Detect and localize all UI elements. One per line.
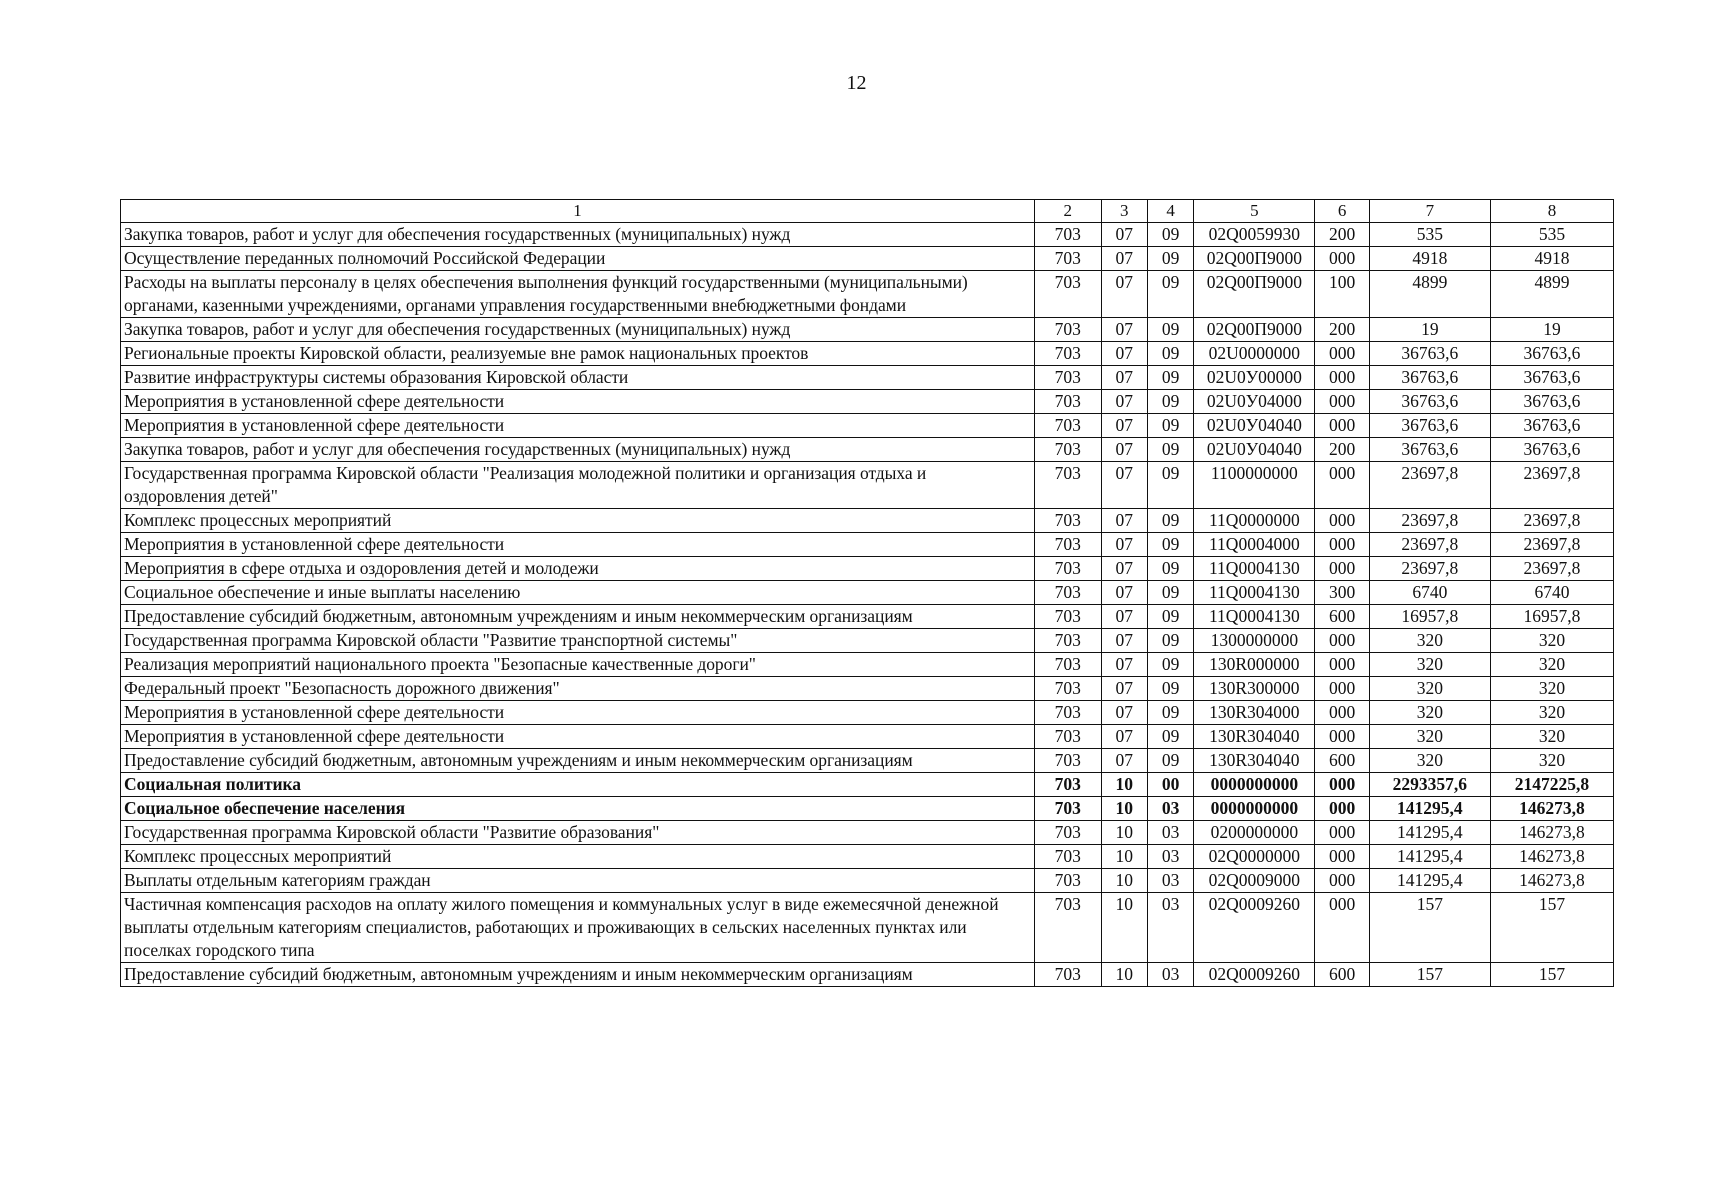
header-cell-8: 8 bbox=[1490, 200, 1613, 223]
row-cell-3: 07 bbox=[1101, 533, 1147, 557]
row-cell-2: 703 bbox=[1034, 509, 1101, 533]
row-cell-6: 000 bbox=[1315, 509, 1369, 533]
row-cell-3: 07 bbox=[1101, 223, 1147, 247]
row-cell-4: 03 bbox=[1147, 869, 1193, 893]
row-cell-5: 0200000000 bbox=[1194, 821, 1315, 845]
row-cell-2: 703 bbox=[1034, 773, 1101, 797]
row-cell-4: 09 bbox=[1147, 509, 1193, 533]
row-cell-8: 146273,8 bbox=[1490, 821, 1613, 845]
row-cell-6: 000 bbox=[1315, 845, 1369, 869]
row-cell-3: 10 bbox=[1101, 893, 1147, 963]
row-cell-6: 600 bbox=[1315, 749, 1369, 773]
row-cell-5: 02Q00П9000 bbox=[1194, 318, 1315, 342]
table-row bbox=[121, 773, 1614, 797]
row-cell-4: 03 bbox=[1147, 797, 1193, 821]
row-cell-3: 07 bbox=[1101, 629, 1147, 653]
row-name-cell: Закупка товаров, работ и услуг для обеспечения государственных (муниципальных) нужд bbox=[121, 318, 1035, 342]
row-cell-5: 0000000000 bbox=[1194, 797, 1315, 821]
row-name-cell: Осуществление переданных полномочий Российской Федерации bbox=[121, 247, 1035, 271]
row-cell-8: 36763,6 bbox=[1490, 414, 1613, 438]
row-cell-8: 146273,8 bbox=[1490, 869, 1613, 893]
row-cell-7: 19 bbox=[1369, 318, 1490, 342]
row-cell-5: 02Q0000000 bbox=[1194, 845, 1315, 869]
row-cell-7: 36763,6 bbox=[1369, 414, 1490, 438]
row-cell-3: 07 bbox=[1101, 557, 1147, 581]
row-cell-2: 703 bbox=[1034, 653, 1101, 677]
row-cell-6: 100 bbox=[1315, 271, 1369, 318]
row-cell-5: 02Q00П9000 bbox=[1194, 271, 1315, 318]
row-cell-2: 703 bbox=[1034, 845, 1101, 869]
header-row bbox=[121, 200, 1614, 223]
row-cell-7: 320 bbox=[1369, 725, 1490, 749]
row-cell-6: 200 bbox=[1315, 438, 1369, 462]
row-cell-2: 703 bbox=[1034, 797, 1101, 821]
row-name-cell: Расходы на выплаты персоналу в целях обеспечения выполнения функций государственными (муниципальными) органами, казенными учреждениями, органами управления государственными внебюджетными фондами bbox=[121, 271, 1035, 318]
row-cell-4: 09 bbox=[1147, 629, 1193, 653]
row-cell-6: 000 bbox=[1315, 247, 1369, 271]
table-row bbox=[121, 821, 1614, 845]
row-cell-3: 07 bbox=[1101, 749, 1147, 773]
table-row bbox=[121, 653, 1614, 677]
row-name-cell: Закупка товаров, работ и услуг для обеспечения государственных (муниципальных) нужд bbox=[121, 438, 1035, 462]
row-cell-7: 320 bbox=[1369, 749, 1490, 773]
row-cell-6: 000 bbox=[1315, 629, 1369, 653]
row-name-cell: Комплекс процессных мероприятий bbox=[121, 509, 1035, 533]
row-cell-3: 07 bbox=[1101, 462, 1147, 509]
row-cell-6: 000 bbox=[1315, 701, 1369, 725]
row-name-cell: Мероприятия в установленной сфере деятельности bbox=[121, 701, 1035, 725]
table-row bbox=[121, 629, 1614, 653]
row-cell-5: 11Q0004130 bbox=[1194, 605, 1315, 629]
row-cell-5: 02U0У04040 bbox=[1194, 438, 1315, 462]
row-cell-2: 703 bbox=[1034, 677, 1101, 701]
row-cell-3: 10 bbox=[1101, 845, 1147, 869]
row-name-cell: Социальная политика bbox=[121, 773, 1035, 797]
row-name-cell: Реализация мероприятий национального проекта "Безопасные качественные дороги" bbox=[121, 653, 1035, 677]
row-cell-4: 09 bbox=[1147, 247, 1193, 271]
row-cell-2: 703 bbox=[1034, 366, 1101, 390]
row-cell-3: 10 bbox=[1101, 869, 1147, 893]
row-cell-4: 09 bbox=[1147, 438, 1193, 462]
row-cell-3: 07 bbox=[1101, 653, 1147, 677]
row-name-cell: Мероприятия в установленной сфере деятельности bbox=[121, 533, 1035, 557]
row-cell-8: 320 bbox=[1490, 653, 1613, 677]
row-cell-6: 000 bbox=[1315, 533, 1369, 557]
row-cell-8: 146273,8 bbox=[1490, 845, 1613, 869]
row-cell-8: 320 bbox=[1490, 749, 1613, 773]
row-cell-8: 6740 bbox=[1490, 581, 1613, 605]
table-row bbox=[121, 247, 1614, 271]
row-cell-8: 2147225,8 bbox=[1490, 773, 1613, 797]
row-cell-6: 000 bbox=[1315, 677, 1369, 701]
row-cell-8: 146273,8 bbox=[1490, 797, 1613, 821]
row-cell-6: 000 bbox=[1315, 414, 1369, 438]
row-name-cell: Государственная программа Кировской области "Реализация молодежной политики и организация отдыха и оздоровления детей" bbox=[121, 462, 1035, 509]
row-cell-3: 07 bbox=[1101, 366, 1147, 390]
row-name-cell: Предоставление субсидий бюджетным, автономным учреждениям и иным некоммерческим организациям bbox=[121, 605, 1035, 629]
row-cell-4: 09 bbox=[1147, 462, 1193, 509]
row-cell-3: 10 bbox=[1101, 797, 1147, 821]
row-cell-6: 000 bbox=[1315, 390, 1369, 414]
row-cell-3: 07 bbox=[1101, 390, 1147, 414]
row-cell-7: 36763,6 bbox=[1369, 342, 1490, 366]
row-cell-4: 09 bbox=[1147, 749, 1193, 773]
row-cell-8: 36763,6 bbox=[1490, 366, 1613, 390]
row-cell-6: 000 bbox=[1315, 797, 1369, 821]
row-cell-7: 320 bbox=[1369, 653, 1490, 677]
row-cell-6: 000 bbox=[1315, 725, 1369, 749]
row-cell-4: 00 bbox=[1147, 773, 1193, 797]
row-cell-4: 03 bbox=[1147, 893, 1193, 963]
row-name-cell: Мероприятия в сфере отдыха и оздоровления детей и молодежи bbox=[121, 557, 1035, 581]
row-cell-5: 02Q0009000 bbox=[1194, 869, 1315, 893]
row-cell-8: 23697,8 bbox=[1490, 533, 1613, 557]
row-cell-6: 000 bbox=[1315, 653, 1369, 677]
row-cell-5: 11Q0004000 bbox=[1194, 533, 1315, 557]
row-cell-5: 02U0У00000 bbox=[1194, 366, 1315, 390]
table-row bbox=[121, 533, 1614, 557]
row-cell-4: 09 bbox=[1147, 366, 1193, 390]
header-cell-7: 7 bbox=[1369, 200, 1490, 223]
table-row bbox=[121, 701, 1614, 725]
row-cell-8: 4918 bbox=[1490, 247, 1613, 271]
row-cell-5: 130R304040 bbox=[1194, 725, 1315, 749]
table-row bbox=[121, 366, 1614, 390]
row-cell-4: 09 bbox=[1147, 677, 1193, 701]
row-cell-6: 000 bbox=[1315, 342, 1369, 366]
row-cell-8: 16957,8 bbox=[1490, 605, 1613, 629]
table-row bbox=[121, 605, 1614, 629]
row-cell-3: 07 bbox=[1101, 605, 1147, 629]
row-cell-5: 02U0000000 bbox=[1194, 342, 1315, 366]
row-cell-3: 07 bbox=[1101, 247, 1147, 271]
budget-table bbox=[120, 199, 1614, 987]
row-cell-5: 02Q0009260 bbox=[1194, 893, 1315, 963]
row-cell-4: 03 bbox=[1147, 963, 1193, 987]
row-cell-7: 23697,8 bbox=[1369, 557, 1490, 581]
row-cell-5: 02Q0009260 bbox=[1194, 963, 1315, 987]
row-cell-7: 157 bbox=[1369, 963, 1490, 987]
row-cell-3: 07 bbox=[1101, 342, 1147, 366]
row-cell-2: 703 bbox=[1034, 893, 1101, 963]
row-cell-5: 130R300000 bbox=[1194, 677, 1315, 701]
row-cell-4: 09 bbox=[1147, 701, 1193, 725]
row-cell-7: 320 bbox=[1369, 629, 1490, 653]
row-name-cell: Государственная программа Кировской области "Развитие транспортной системы" bbox=[121, 629, 1035, 653]
row-cell-8: 36763,6 bbox=[1490, 438, 1613, 462]
row-cell-8: 23697,8 bbox=[1490, 509, 1613, 533]
row-cell-2: 703 bbox=[1034, 318, 1101, 342]
table-row bbox=[121, 677, 1614, 701]
row-cell-2: 703 bbox=[1034, 271, 1101, 318]
row-name-cell: Мероприятия в установленной сфере деятельности bbox=[121, 414, 1035, 438]
row-cell-5: 11Q0000000 bbox=[1194, 509, 1315, 533]
row-cell-2: 703 bbox=[1034, 869, 1101, 893]
row-cell-4: 03 bbox=[1147, 821, 1193, 845]
row-cell-5: 02U0У04040 bbox=[1194, 414, 1315, 438]
row-cell-2: 703 bbox=[1034, 725, 1101, 749]
row-cell-5: 130R304040 bbox=[1194, 749, 1315, 773]
row-cell-5: 11Q0004130 bbox=[1194, 581, 1315, 605]
row-cell-2: 703 bbox=[1034, 581, 1101, 605]
row-cell-7: 36763,6 bbox=[1369, 438, 1490, 462]
row-cell-4: 09 bbox=[1147, 653, 1193, 677]
header-cell-2: 2 bbox=[1034, 200, 1101, 223]
table-row bbox=[121, 438, 1614, 462]
row-name-cell: Выплаты отдельным категориям граждан bbox=[121, 869, 1035, 893]
row-cell-5: 1100000000 bbox=[1194, 462, 1315, 509]
row-cell-7: 141295,4 bbox=[1369, 821, 1490, 845]
header-cell-5: 5 bbox=[1194, 200, 1315, 223]
row-cell-5: 11Q0004130 bbox=[1194, 557, 1315, 581]
row-cell-4: 09 bbox=[1147, 533, 1193, 557]
row-cell-2: 703 bbox=[1034, 629, 1101, 653]
row-cell-7: 23697,8 bbox=[1369, 462, 1490, 509]
row-cell-6: 000 bbox=[1315, 773, 1369, 797]
row-cell-8: 23697,8 bbox=[1490, 557, 1613, 581]
row-name-cell: Частичная компенсация расходов на оплату жилого помещения и коммунальных услуг в виде ежемесячной денежной выплаты отдельным категориям специалистов, работающих и проживающих в сельских населенных пунктах или поселках городского типа bbox=[121, 893, 1035, 963]
row-name-cell: Социальное обеспечение и иные выплаты населению bbox=[121, 581, 1035, 605]
row-cell-2: 703 bbox=[1034, 247, 1101, 271]
row-cell-4: 09 bbox=[1147, 605, 1193, 629]
row-cell-7: 320 bbox=[1369, 677, 1490, 701]
row-cell-3: 10 bbox=[1101, 963, 1147, 987]
page-number: 12 bbox=[846, 72, 867, 94]
row-cell-2: 703 bbox=[1034, 462, 1101, 509]
table-body bbox=[121, 223, 1614, 987]
row-cell-8: 157 bbox=[1490, 963, 1613, 987]
header-cell-3: 3 bbox=[1101, 200, 1147, 223]
row-cell-3: 07 bbox=[1101, 677, 1147, 701]
row-cell-8: 36763,6 bbox=[1490, 390, 1613, 414]
row-cell-8: 4899 bbox=[1490, 271, 1613, 318]
row-cell-3: 07 bbox=[1101, 414, 1147, 438]
row-cell-7: 4918 bbox=[1369, 247, 1490, 271]
row-cell-2: 703 bbox=[1034, 749, 1101, 773]
row-cell-2: 703 bbox=[1034, 414, 1101, 438]
row-cell-8: 320 bbox=[1490, 677, 1613, 701]
row-name-cell: Региональные проекты Кировской области, реализуемые вне рамок национальных проектов bbox=[121, 342, 1035, 366]
row-cell-2: 703 bbox=[1034, 390, 1101, 414]
row-cell-3: 10 bbox=[1101, 773, 1147, 797]
row-name-cell: Федеральный проект "Безопасность дорожного движения" bbox=[121, 677, 1035, 701]
header-cell-6: 6 bbox=[1315, 200, 1369, 223]
row-cell-3: 07 bbox=[1101, 509, 1147, 533]
row-cell-4: 09 bbox=[1147, 390, 1193, 414]
row-name-cell: Предоставление субсидий бюджетным, автономным учреждениям и иным некоммерческим организациям bbox=[121, 749, 1035, 773]
table-row bbox=[121, 390, 1614, 414]
row-cell-2: 703 bbox=[1034, 223, 1101, 247]
row-cell-3: 07 bbox=[1101, 438, 1147, 462]
row-cell-2: 703 bbox=[1034, 821, 1101, 845]
row-cell-5: 1300000000 bbox=[1194, 629, 1315, 653]
row-cell-4: 09 bbox=[1147, 223, 1193, 247]
row-cell-8: 320 bbox=[1490, 701, 1613, 725]
table-row bbox=[121, 223, 1614, 247]
row-cell-5: 02Q00П9000 bbox=[1194, 247, 1315, 271]
table-row bbox=[121, 893, 1614, 963]
header-cell-4: 4 bbox=[1147, 200, 1193, 223]
row-cell-7: 157 bbox=[1369, 893, 1490, 963]
row-name-cell: Мероприятия в установленной сфере деятельности bbox=[121, 390, 1035, 414]
table-row bbox=[121, 797, 1614, 821]
row-cell-7: 23697,8 bbox=[1369, 509, 1490, 533]
row-cell-4: 09 bbox=[1147, 557, 1193, 581]
row-cell-7: 16957,8 bbox=[1369, 605, 1490, 629]
row-name-cell: Комплекс процессных мероприятий bbox=[121, 845, 1035, 869]
table-row bbox=[121, 509, 1614, 533]
row-cell-6: 300 bbox=[1315, 581, 1369, 605]
row-cell-4: 09 bbox=[1147, 342, 1193, 366]
row-cell-6: 000 bbox=[1315, 557, 1369, 581]
row-cell-7: 141295,4 bbox=[1369, 869, 1490, 893]
row-cell-6: 000 bbox=[1315, 462, 1369, 509]
row-cell-8: 36763,6 bbox=[1490, 342, 1613, 366]
row-cell-8: 535 bbox=[1490, 223, 1613, 247]
row-cell-6: 600 bbox=[1315, 963, 1369, 987]
row-name-cell: Предоставление субсидий бюджетным, автономным учреждениям и иным некоммерческим организациям bbox=[121, 963, 1035, 987]
table-row bbox=[121, 462, 1614, 509]
row-cell-8: 320 bbox=[1490, 725, 1613, 749]
row-cell-7: 320 bbox=[1369, 701, 1490, 725]
row-cell-5: 130R304000 bbox=[1194, 701, 1315, 725]
header-cell-1: 1 bbox=[121, 200, 1035, 223]
table-row bbox=[121, 725, 1614, 749]
row-cell-5: 02Q0059930 bbox=[1194, 223, 1315, 247]
row-cell-8: 23697,8 bbox=[1490, 462, 1613, 509]
row-cell-2: 703 bbox=[1034, 557, 1101, 581]
row-name-cell: Закупка товаров, работ и услуг для обеспечения государственных (муниципальных) нужд bbox=[121, 223, 1035, 247]
row-cell-6: 000 bbox=[1315, 869, 1369, 893]
row-cell-2: 703 bbox=[1034, 701, 1101, 725]
row-cell-7: 141295,4 bbox=[1369, 797, 1490, 821]
row-cell-6: 000 bbox=[1315, 366, 1369, 390]
row-cell-3: 07 bbox=[1101, 271, 1147, 318]
row-cell-6: 200 bbox=[1315, 223, 1369, 247]
row-cell-2: 703 bbox=[1034, 605, 1101, 629]
row-cell-4: 09 bbox=[1147, 414, 1193, 438]
row-cell-4: 09 bbox=[1147, 581, 1193, 605]
row-cell-7: 2293357,6 bbox=[1369, 773, 1490, 797]
table-row bbox=[121, 318, 1614, 342]
table-row bbox=[121, 845, 1614, 869]
row-cell-7: 36763,6 bbox=[1369, 390, 1490, 414]
row-cell-6: 200 bbox=[1315, 318, 1369, 342]
row-cell-7: 4899 bbox=[1369, 271, 1490, 318]
row-cell-5: 02U0У04000 bbox=[1194, 390, 1315, 414]
table-row bbox=[121, 581, 1614, 605]
table-row bbox=[121, 869, 1614, 893]
row-cell-8: 320 bbox=[1490, 629, 1613, 653]
table-row bbox=[121, 271, 1614, 318]
row-cell-2: 703 bbox=[1034, 438, 1101, 462]
row-cell-2: 703 bbox=[1034, 342, 1101, 366]
row-cell-3: 07 bbox=[1101, 725, 1147, 749]
row-name-cell: Государственная программа Кировской области "Развитие образования" bbox=[121, 821, 1035, 845]
table-row bbox=[121, 963, 1614, 987]
row-cell-3: 07 bbox=[1101, 701, 1147, 725]
row-cell-5: 0000000000 bbox=[1194, 773, 1315, 797]
row-name-cell: Социальное обеспечение населения bbox=[121, 797, 1035, 821]
row-cell-3: 07 bbox=[1101, 318, 1147, 342]
row-cell-7: 36763,6 bbox=[1369, 366, 1490, 390]
row-cell-7: 23697,8 bbox=[1369, 533, 1490, 557]
row-cell-4: 09 bbox=[1147, 725, 1193, 749]
row-cell-6: 000 bbox=[1315, 893, 1369, 963]
row-cell-2: 703 bbox=[1034, 963, 1101, 987]
row-cell-7: 6740 bbox=[1369, 581, 1490, 605]
row-cell-6: 600 bbox=[1315, 605, 1369, 629]
row-cell-7: 535 bbox=[1369, 223, 1490, 247]
row-cell-4: 09 bbox=[1147, 271, 1193, 318]
row-name-cell: Развитие инфраструктуры системы образования Кировской области bbox=[121, 366, 1035, 390]
row-cell-8: 157 bbox=[1490, 893, 1613, 963]
row-cell-8: 19 bbox=[1490, 318, 1613, 342]
row-cell-6: 000 bbox=[1315, 821, 1369, 845]
row-cell-4: 03 bbox=[1147, 845, 1193, 869]
table-row bbox=[121, 557, 1614, 581]
table-row bbox=[121, 749, 1614, 773]
row-cell-3: 07 bbox=[1101, 581, 1147, 605]
row-name-cell: Мероприятия в установленной сфере деятельности bbox=[121, 725, 1035, 749]
row-cell-3: 10 bbox=[1101, 821, 1147, 845]
table-row bbox=[121, 414, 1614, 438]
table-row bbox=[121, 342, 1614, 366]
row-cell-4: 09 bbox=[1147, 318, 1193, 342]
row-cell-2: 703 bbox=[1034, 533, 1101, 557]
row-cell-7: 141295,4 bbox=[1369, 845, 1490, 869]
row-cell-5: 130R000000 bbox=[1194, 653, 1315, 677]
